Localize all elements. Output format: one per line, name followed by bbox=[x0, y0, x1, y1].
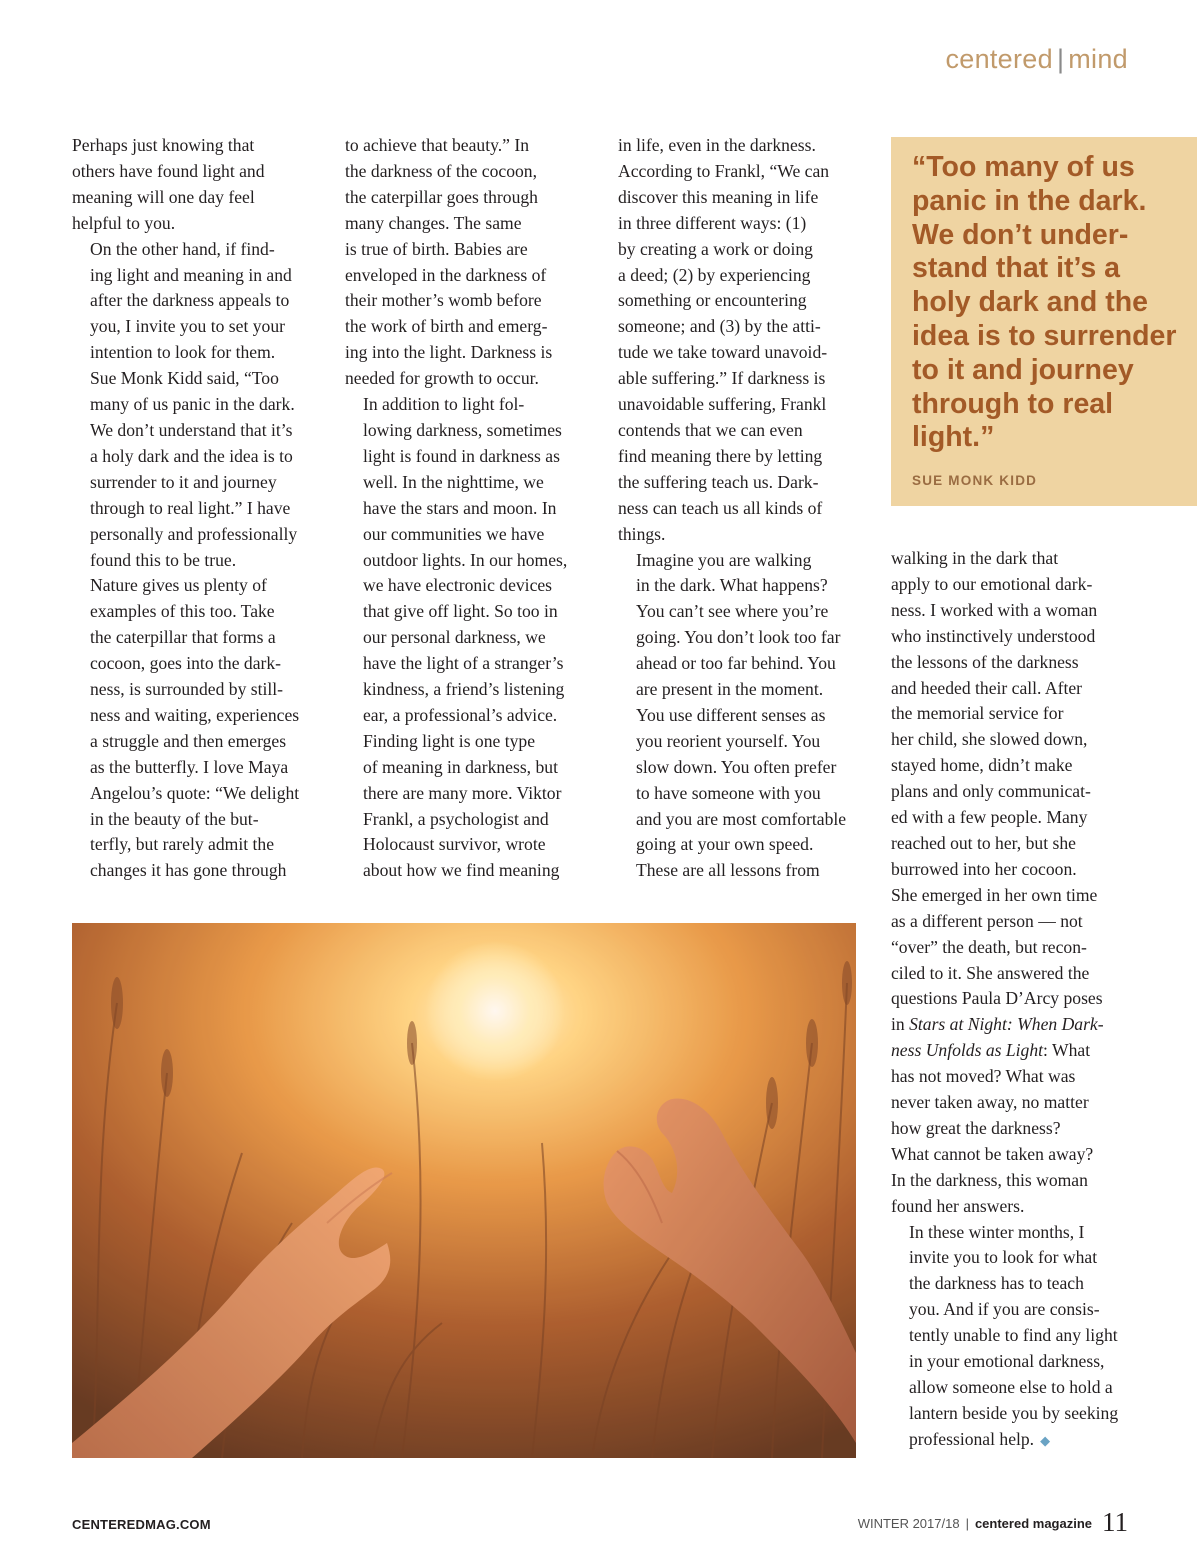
pull-quote-line: stand that it’s a bbox=[912, 252, 1120, 285]
text-line: is true of birth. Babies are bbox=[345, 238, 528, 259]
text-line: tently unable to find any light bbox=[909, 1325, 1118, 1346]
pull-quote-text bbox=[912, 151, 1177, 455]
text-line: ness and waiting, experiences bbox=[90, 704, 300, 725]
text-line: in the dark. What happens? bbox=[636, 575, 828, 596]
text-line: the darkness of the cocoon, bbox=[345, 160, 538, 181]
text-line: unavoidable suffering, Frankl bbox=[618, 394, 827, 415]
text-run: : What bbox=[1043, 1040, 1091, 1061]
text-line: burrowed into her cocoon. bbox=[891, 858, 1077, 879]
text-line: Sue Monk Kidd said, “Too bbox=[90, 368, 279, 389]
pull-quote-box bbox=[891, 137, 1197, 506]
text-line: a deed; (2) by experiencing bbox=[618, 264, 811, 285]
text-line: our communities we have bbox=[363, 523, 545, 544]
text-line: Finding light is one type bbox=[363, 730, 536, 751]
text-line: questions Paula D’Arcy poses bbox=[891, 988, 1103, 1009]
text-line: ing light and meaning in and bbox=[90, 264, 292, 285]
text-line: These are all lessons from bbox=[636, 860, 820, 881]
pull-quote-line: idea is to surrender bbox=[912, 319, 1177, 352]
text-line bbox=[891, 1427, 1141, 1454]
pull-quote-line: holy dark and the bbox=[912, 286, 1148, 319]
text-line: through to real light.” I have bbox=[90, 497, 291, 518]
text-line: What cannot be taken away? bbox=[891, 1143, 1094, 1164]
text-line: in the beauty of the but- bbox=[90, 808, 259, 829]
text-line: tude we take toward unavoid- bbox=[618, 342, 828, 363]
text-line: kindness, a friend’s listening bbox=[363, 679, 565, 700]
text-line: the darkness has to teach bbox=[909, 1273, 1084, 1294]
text-line: found this to be true. bbox=[90, 549, 237, 570]
text-line: we have electronic devices bbox=[363, 575, 553, 596]
text-line: ness, is surrounded by still- bbox=[90, 679, 284, 700]
text-line: She emerged in her own time bbox=[891, 884, 1098, 905]
text-line: surrender to it and journey bbox=[90, 471, 277, 492]
article-column-1 bbox=[72, 133, 322, 884]
section-subname: mind bbox=[1068, 44, 1128, 74]
pull-quote-line: We don’t under- bbox=[912, 218, 1129, 251]
text-line: well. In the nighttime, we bbox=[363, 471, 544, 492]
text-line: Frankl, a psychologist and bbox=[363, 808, 549, 829]
text-line: On the other hand, if find- bbox=[90, 238, 275, 259]
text-line: personally and professionally bbox=[90, 523, 298, 544]
text-line: needed for growth to occur. bbox=[345, 368, 539, 389]
text-line: plans and only communicat- bbox=[891, 781, 1091, 802]
text-line: ear, a professional’s advice. bbox=[363, 704, 558, 725]
text-line: a holy dark and the idea is to bbox=[90, 445, 293, 466]
text-line: to achieve that beauty.” In bbox=[345, 135, 529, 155]
text-line: examples of this too. Take bbox=[90, 601, 275, 622]
text-line: our personal darkness, we bbox=[363, 627, 546, 648]
text-line: ing into the light. Darkness is bbox=[345, 342, 553, 363]
text-line: about how we find meaning bbox=[363, 860, 560, 881]
text-line: as a different person — not bbox=[891, 910, 1083, 931]
text-line: changes it has gone through bbox=[90, 860, 287, 881]
text-line: the suffering teach us. Dark- bbox=[618, 471, 819, 492]
text-line: something or encountering bbox=[618, 290, 807, 311]
pull-quote-line: to it and journey bbox=[912, 353, 1134, 386]
text-line: discover this meaning in life bbox=[618, 186, 819, 207]
text-line: the caterpillar goes through bbox=[345, 186, 538, 207]
text-line: a struggle and then emerges bbox=[90, 730, 287, 751]
text-line: apply to our emotional dark- bbox=[891, 573, 1093, 594]
text-line: you, I invite you to set your bbox=[90, 316, 285, 337]
text-line: “over” the death, but recon- bbox=[891, 936, 1087, 957]
text-line: their mother’s womb before bbox=[345, 290, 542, 311]
text-line: that give off light. So too in bbox=[363, 601, 558, 622]
article-paragraph bbox=[618, 548, 868, 859]
article-paragraph bbox=[345, 392, 595, 729]
footer-folio bbox=[858, 1507, 1128, 1538]
text-line: others have found light and bbox=[72, 160, 265, 181]
text-line: find meaning there by letting bbox=[618, 445, 823, 466]
text-line: slow down. You often prefer bbox=[636, 756, 837, 777]
section-separator: | bbox=[1056, 44, 1065, 74]
text-line: have the light of a stranger’s bbox=[363, 653, 564, 674]
text-line: Perhaps just knowing that bbox=[72, 135, 255, 155]
article-paragraph bbox=[72, 237, 322, 574]
text-line: ness can teach us all kinds of bbox=[618, 497, 823, 518]
text-line: are present in the moment. bbox=[636, 679, 824, 700]
page-number: 11 bbox=[1102, 1507, 1128, 1537]
text-run: in bbox=[891, 1014, 910, 1035]
text-line bbox=[891, 1012, 1141, 1038]
text-line: Nature gives us plenty of bbox=[90, 575, 267, 596]
text-line: In these winter months, I bbox=[909, 1221, 1085, 1242]
text-line: to have someone with you bbox=[636, 782, 821, 803]
footer-issue: WINTER 2017/18 bbox=[857, 1516, 960, 1531]
text-line: going at your own speed. bbox=[636, 834, 814, 855]
text-line: contends that we can even bbox=[618, 419, 803, 440]
text-line: In addition to light fol- bbox=[363, 394, 525, 415]
text-line: there are many more. Viktor bbox=[363, 782, 562, 803]
text-line: cocoon, goes into the dark- bbox=[90, 653, 282, 674]
text-line: and you are most comfortable bbox=[636, 808, 847, 829]
text-line: Holocaust survivor, wrote bbox=[363, 834, 546, 855]
book-title: Stars at Night: When Dark- bbox=[909, 1014, 1104, 1035]
text-line: the work of birth and emerg- bbox=[345, 316, 548, 337]
text-line: You can’t see where you’re bbox=[636, 601, 829, 622]
text-line: walking in the dark that bbox=[891, 548, 1059, 568]
text-line: the caterpillar that forms a bbox=[90, 627, 276, 648]
pull-quote-line: light.” bbox=[912, 421, 995, 454]
pull-quote-line: panic in the dark. bbox=[912, 184, 1147, 217]
text-line: ahead or too far behind. You bbox=[636, 653, 836, 674]
end-mark-icon: ◆ bbox=[1040, 1432, 1051, 1448]
text-line bbox=[891, 1038, 1141, 1064]
text-line: lowing darkness, sometimes bbox=[363, 419, 562, 440]
text-line: intention to look for them. bbox=[90, 342, 276, 363]
pull-quote-attribution: SUE MONK KIDD bbox=[912, 473, 1038, 489]
text-line: Angelou’s quote: “We delight bbox=[90, 782, 300, 803]
text-line: enveloped in the darkness of bbox=[345, 264, 547, 285]
text-line: the memorial service for bbox=[891, 703, 1064, 724]
text-line: has not moved? What was bbox=[891, 1066, 1076, 1087]
text-line: as the butterfly. I love Maya bbox=[90, 756, 289, 777]
text-line: According to Frankl, “We can bbox=[618, 160, 830, 181]
footer-separator: | bbox=[965, 1516, 969, 1531]
text-line: you reorient yourself. You bbox=[636, 730, 821, 751]
text-line: many changes. The same bbox=[345, 212, 522, 233]
article-paragraph bbox=[345, 133, 595, 392]
text-line: in life, even in the darkness. bbox=[618, 135, 816, 155]
text-line: We don’t understand that it’s bbox=[90, 419, 293, 440]
text-line: things. bbox=[618, 523, 666, 544]
text-run: professional help. bbox=[909, 1428, 1035, 1449]
text-line: the lessons of the darkness bbox=[891, 651, 1079, 672]
text-line: meaning will one day feel bbox=[72, 186, 255, 207]
article-column-2 bbox=[345, 133, 595, 884]
text-line: have the stars and moon. In bbox=[363, 497, 557, 518]
text-line: how great the darkness? bbox=[891, 1117, 1061, 1138]
text-line: allow someone else to hold a bbox=[909, 1377, 1113, 1397]
article-paragraph bbox=[72, 573, 322, 884]
text-line: who instinctively understood bbox=[891, 625, 1096, 646]
text-line: in your emotional darkness, bbox=[909, 1351, 1105, 1372]
text-line: stayed home, didn’t make bbox=[891, 755, 1073, 776]
text-line: of meaning in darkness, but bbox=[363, 756, 558, 777]
text-line: ciled to it. She answered the bbox=[891, 962, 1090, 983]
text-line: after the darkness appeals to bbox=[90, 290, 290, 311]
footer-magazine-name: centered magazine bbox=[974, 1516, 1092, 1531]
article-paragraph bbox=[891, 1220, 1141, 1454]
text-line: light is found in darkness as bbox=[363, 445, 560, 466]
text-line: In the darkness, this woman bbox=[891, 1169, 1088, 1190]
text-line: lantern beside you by seeking bbox=[909, 1402, 1119, 1423]
pull-quote-line: “Too many of us bbox=[912, 151, 1135, 183]
book-title: ness Unfolds as Light bbox=[891, 1040, 1044, 1061]
hands-wheat-field-sunset-photo bbox=[72, 923, 856, 1458]
text-line: outdoor lights. In our homes, bbox=[363, 549, 568, 570]
section-name: centered bbox=[945, 44, 1053, 74]
text-line: reached out to her, but she bbox=[891, 832, 1076, 853]
text-line: found her answers. bbox=[891, 1195, 1025, 1216]
text-line: in three different ways: (1) bbox=[618, 212, 807, 233]
text-line: her child, she slowed down, bbox=[891, 729, 1088, 750]
text-line: by creating a work or doing bbox=[618, 238, 813, 259]
article-paragraph bbox=[345, 729, 595, 884]
article-paragraph bbox=[618, 858, 868, 884]
text-line: and heeded their call. After bbox=[891, 677, 1082, 698]
text-line: someone; and (3) by the atti- bbox=[618, 316, 821, 337]
article-column-4 bbox=[891, 546, 1141, 1454]
text-line: ness. I worked with a woman bbox=[891, 599, 1098, 620]
text-line: going. You don’t look too far bbox=[636, 627, 841, 648]
article-paragraph bbox=[618, 133, 868, 548]
text-line: never taken away, no matter bbox=[891, 1092, 1089, 1113]
text-line: You use different senses as bbox=[636, 704, 826, 725]
article-paragraph bbox=[72, 133, 322, 237]
footer-site: CENTEREDMAG.COM bbox=[72, 1517, 211, 1532]
text-line: many of us panic in the dark. bbox=[90, 394, 295, 415]
text-line: Imagine you are walking bbox=[636, 549, 812, 570]
text-line: able suffering.” If darkness is bbox=[618, 368, 826, 389]
article-paragraph bbox=[891, 546, 1141, 1220]
pull-quote-line: through to real bbox=[912, 387, 1114, 420]
text-line: terfly, but rarely admit the bbox=[90, 834, 275, 855]
article-column-3 bbox=[618, 133, 868, 884]
text-line: you. And if you are consis- bbox=[909, 1299, 1100, 1320]
text-line: invite you to look for what bbox=[909, 1247, 1098, 1268]
text-line: helpful to you. bbox=[72, 212, 176, 233]
text-line: ed with a few people. Many bbox=[891, 807, 1088, 828]
section-tag bbox=[945, 44, 1128, 75]
